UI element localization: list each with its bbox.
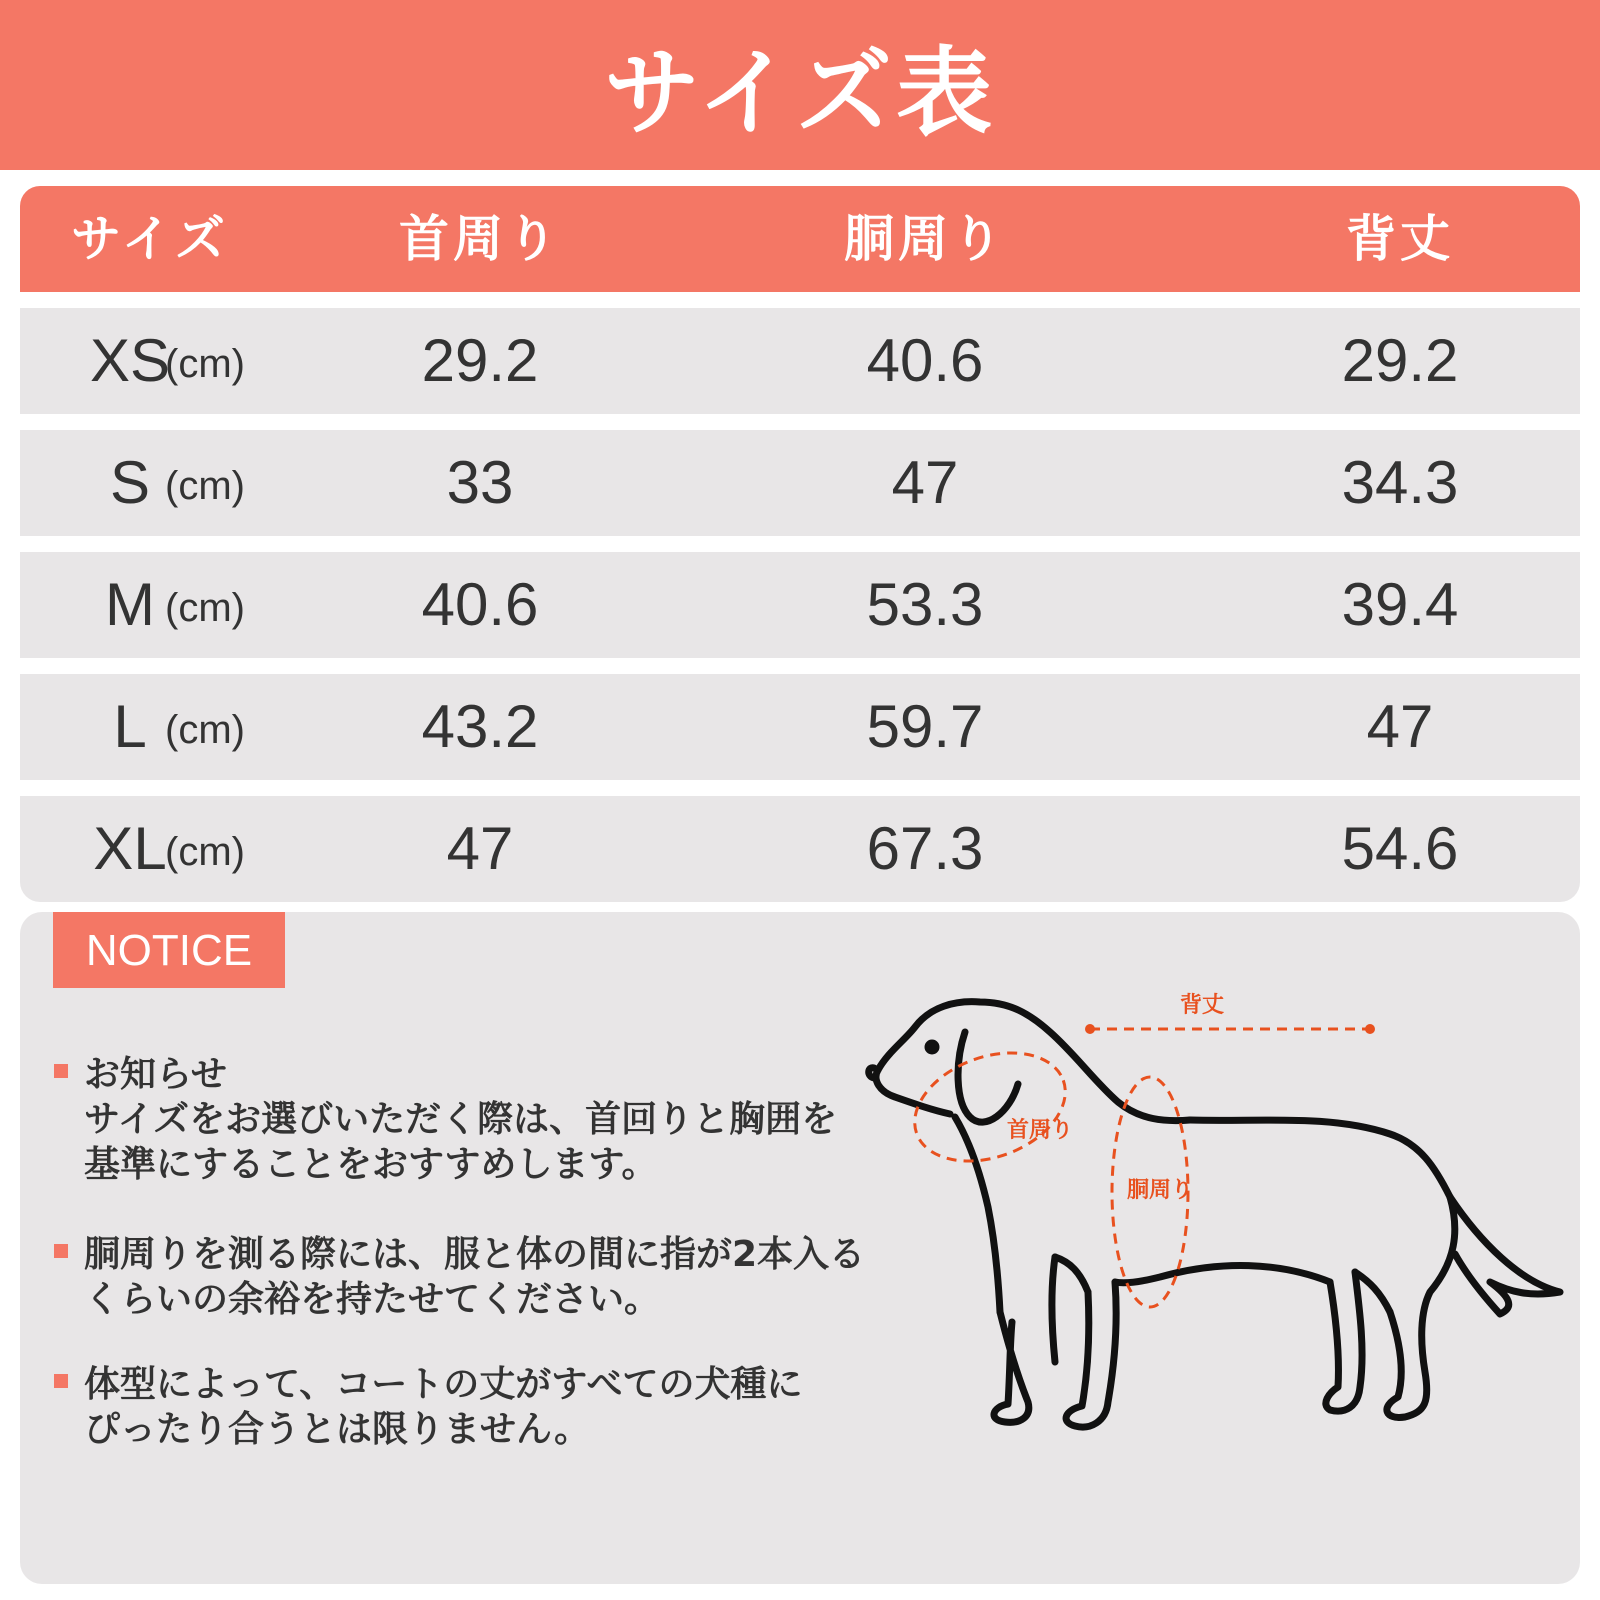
neck-value: 43.2 bbox=[421, 693, 539, 760]
notice-line: 体型によって、コートの丈がすべての犬種に bbox=[84, 1364, 803, 1405]
measurement-lines bbox=[900, 1029, 1370, 1307]
back-line-end-dot bbox=[1365, 1024, 1375, 1034]
bullet-icon bbox=[54, 1374, 68, 1388]
size-label: XL bbox=[93, 815, 167, 882]
size-label: XS bbox=[89, 327, 171, 394]
notice-line: 胴周りを測る際には、服と体の間に指が2本入る bbox=[84, 1234, 866, 1275]
header-waist: 胴周り bbox=[844, 210, 1006, 268]
back-value: 39.4 bbox=[1341, 571, 1459, 638]
back-value: 29.2 bbox=[1341, 327, 1459, 394]
unit-label: (cm) bbox=[165, 464, 245, 508]
notice-line: お知らせ bbox=[84, 1054, 227, 1095]
size-label: L bbox=[113, 693, 147, 760]
header-neck: 首周り bbox=[399, 210, 561, 268]
waist-value: 59.7 bbox=[866, 693, 984, 760]
waist-value: 53.3 bbox=[866, 571, 984, 638]
waist-value: 47 bbox=[891, 449, 959, 516]
notice-badge: NOTICE bbox=[53, 912, 285, 988]
dog-outline-icon bbox=[869, 1002, 1560, 1427]
bullet-icon bbox=[54, 1064, 68, 1078]
back-value: 54.6 bbox=[1341, 815, 1459, 882]
notice-line: くらいの余裕を持たせてください。 bbox=[84, 1279, 661, 1320]
notice-line: ぴったり合うとは限りません。 bbox=[84, 1409, 591, 1450]
back-value: 34.3 bbox=[1341, 449, 1459, 516]
unit-label: (cm) bbox=[165, 708, 245, 752]
neck-value: 33 bbox=[446, 449, 514, 516]
neck-value: 40.6 bbox=[421, 571, 539, 638]
unit-label: (cm) bbox=[165, 830, 245, 874]
unit-label: (cm) bbox=[165, 342, 245, 386]
table-row bbox=[20, 552, 1580, 658]
label-neck: 首周り bbox=[1006, 1118, 1074, 1143]
notice-item bbox=[54, 1052, 934, 1187]
notice-item bbox=[54, 1362, 934, 1452]
table-row bbox=[20, 308, 1580, 414]
size-label: S bbox=[109, 449, 151, 516]
neck-value: 29.2 bbox=[421, 327, 539, 394]
table-row bbox=[20, 674, 1580, 780]
dog-measurement-diagram bbox=[860, 992, 1580, 1592]
back-line-start-dot bbox=[1085, 1024, 1095, 1034]
table-header bbox=[20, 186, 1580, 292]
header-back-length: 背丈 bbox=[1346, 210, 1454, 268]
size-label: M bbox=[105, 571, 155, 638]
label-back-length: 背丈 bbox=[1179, 993, 1225, 1018]
title-banner bbox=[0, 0, 1600, 170]
header-size: サイズ bbox=[71, 210, 229, 268]
notice-line: 基準にすることをおすすめします。 bbox=[84, 1144, 658, 1185]
table-row bbox=[20, 430, 1580, 536]
size-table bbox=[20, 186, 1580, 902]
waist-value: 67.3 bbox=[866, 815, 984, 882]
unit-label: (cm) bbox=[165, 586, 245, 630]
neck-value: 47 bbox=[446, 815, 514, 882]
back-value: 47 bbox=[1366, 693, 1434, 760]
label-waist: 胴周り bbox=[1126, 1178, 1194, 1203]
notice-line: サイズをお選びいただく際は、首回りと胸囲を bbox=[84, 1099, 838, 1140]
table-row bbox=[20, 796, 1580, 902]
waist-value: 40.6 bbox=[866, 327, 984, 394]
notice-panel bbox=[20, 912, 1580, 1584]
page-title: サイズ表 bbox=[603, 36, 997, 149]
notice-item bbox=[54, 1232, 934, 1322]
bullet-icon bbox=[54, 1244, 68, 1258]
